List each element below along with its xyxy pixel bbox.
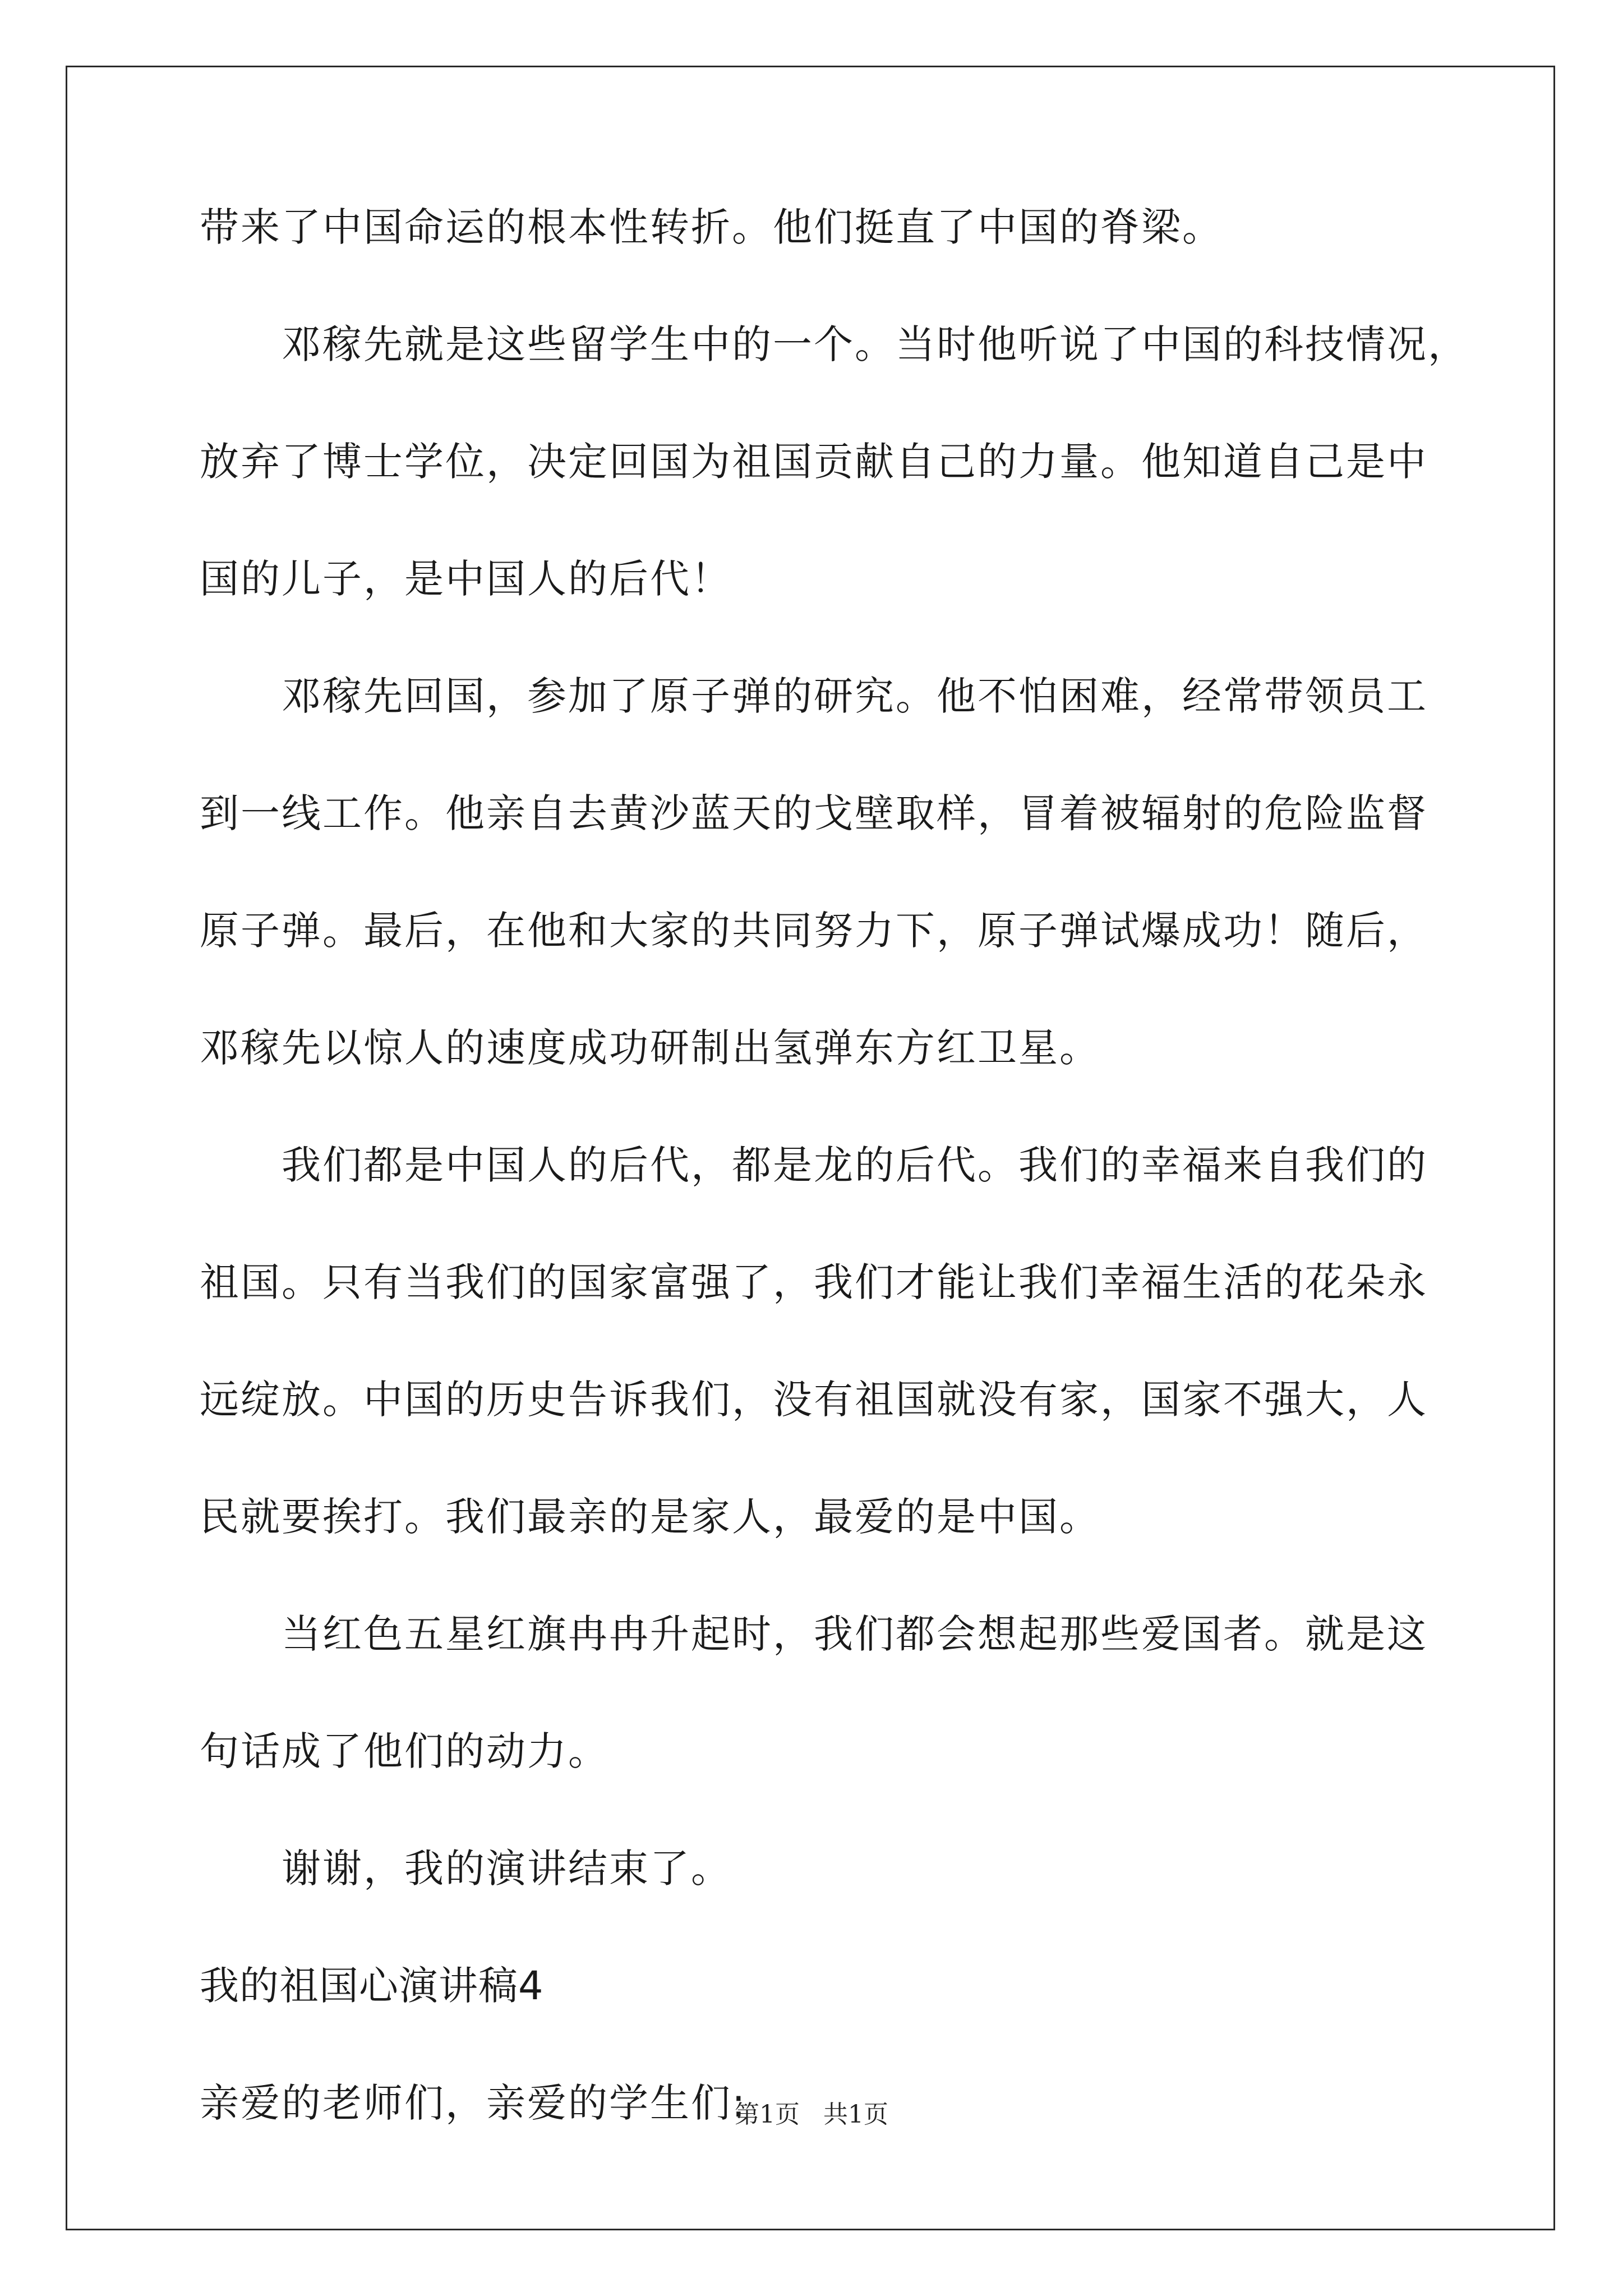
text-line: 谢谢，我的演讲结束了。 (282, 1846, 732, 1892)
page-number-current: 第1页 (735, 2100, 800, 2129)
text-line: 我们都是中国人的后代，都是龙的后代。我们的幸福来自我们的 (282, 1142, 1428, 1188)
document-body (200, 204, 1469, 2201)
page-footer (0, 2101, 1623, 2128)
text-line: 民就要挨打。我们最亲的是家人，最爱的是中国。 (200, 1494, 1100, 1540)
text-line: 原子弹。最后，在他和大家的共同努力下，原子弹试爆成功！随后， (200, 908, 1428, 954)
text-line: 邓稼先回国，参加了原子弹的研究。他不怕困难，经常带领员工 (282, 673, 1428, 719)
text-line: 远绽放。中国的历史告诉我们，没有祖国就没有家，国家不强大，人 (200, 1377, 1428, 1423)
text-line: 放弃了博士学位，决定回国为祖国贡献自己的力量。他知道自己是中 (200, 439, 1428, 485)
text-line: 邓稼先就是这些留学生中的一个。当时他听说了中国的科技情况， (282, 321, 1469, 367)
salutation-line: 亲爱的老师们，亲爱的学生们: (200, 2080, 747, 2126)
text-line: 国的儿子，是中国人的后代！ (200, 556, 732, 602)
text-line: 邓稼先以惊人的速度成功研制出氢弹东方红卫星。 (200, 1025, 1100, 1071)
text-line: 祖国。只有当我们的国家富强了，我们才能让我们幸福生活的花朵永 (200, 1259, 1428, 1305)
text-line: 句话成了他们的动力。 (200, 1728, 609, 1774)
page-number-total: 共1页 (823, 2100, 888, 2129)
text-line: 到一线工作。他亲自去黄沙蓝天的戈壁取样，冒着被辐射的危险监督 (200, 790, 1428, 836)
footer-spacer (800, 2100, 823, 2129)
section-heading: 我的祖国心演讲稿4 (200, 1963, 544, 2009)
text-line: 带来了中国命运的根本性转折。他们挺直了中国的脊梁。 (200, 204, 1223, 250)
text-line: 当红色五星红旗冉冉升起时，我们都会想起那些爱国者。就是这 (282, 1611, 1428, 1657)
